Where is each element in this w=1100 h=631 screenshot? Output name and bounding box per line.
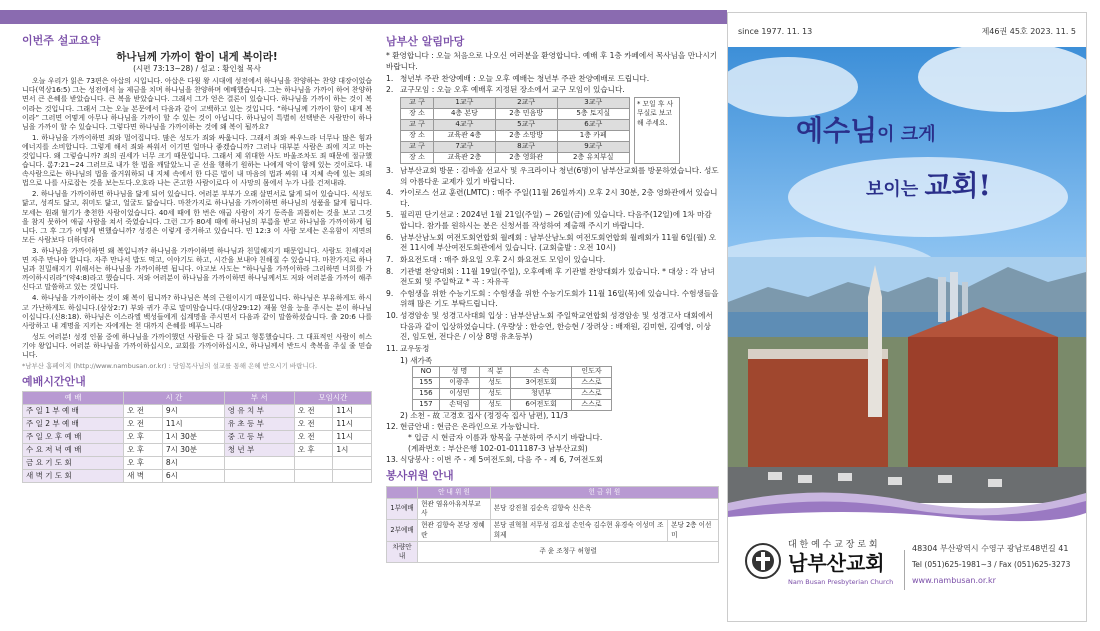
- list-item: 13. 식당봉사 : 이번 주 - 제 5여전도회, 다음 주 - 제 6, 7여전도회: [386, 454, 604, 464]
- list-item: 2. 교구모임 : 오늘 오후 예배후 지정된 장소에서 교구 모임이 있습니다.: [386, 85, 625, 95]
- sermon-paragraph: 3. 하나님을 가까이하면 왜 복입니까? 하나님을 가까이하면 하나님과 친밀해지기 때문입니다. 사람도 친해지려면 자주 만나야 합니다. 자주 만나서 밥도 먹고, 이야기도 하고, 시간을 보내야 친해질 수 있습니다. 마찬가지로 하나님과 친밀해지기 위해서는 하나님을 가까이하면 됩니다. 야고보 사도는 “하나님을 가까이하라 그리하면 너희를 가까이하시리라”(약4:8)라고 했습니다. 저와 여러분이 하나님을 가까이하면 하나님께서도 저와 여러분을 가까이 해주신다고 말씀하고 있는 것입니다.: [22, 246, 372, 292]
- new-family-table: [412, 366, 612, 411]
- website-link[interactable]: www.nambusan.or.kr: [912, 576, 996, 585]
- cell: 8교구: [495, 141, 557, 152]
- cell: 주 일 1 부 예 배: [23, 405, 124, 418]
- hero-text: 예수님: [796, 114, 878, 147]
- cell: 오 후: [124, 457, 163, 470]
- gyogu-block: [400, 97, 719, 164]
- cell: 장 소: [401, 152, 434, 163]
- cell: 주 일 2 부 예 배: [23, 418, 124, 431]
- sermon-title: 하나님께 가까이 함이 내게 복이라!: [116, 50, 278, 63]
- cell: 6교구: [557, 119, 630, 130]
- cell: 직 분: [479, 367, 510, 378]
- denomination-text: 대 한 예 수 교 장 로 회: [788, 540, 878, 550]
- list-item: 5. 필리핀 단기선교 : 2024년 1월 21일(주일) ~ 26일(금)에 있습니다. 다음주(12일)에 1차 마감합니다. 참가를 원하시는 분은 신청서를 작성하여 제출해 주시기 바랍니다.: [386, 210, 719, 231]
- cell: 차량안내: [387, 541, 418, 562]
- cell: 유 초 등 부: [224, 418, 294, 431]
- cell: 현관 김향숙 본당 정혜란: [418, 520, 491, 541]
- cell: 3여전도회: [511, 378, 572, 389]
- hero-text: 교회!: [924, 168, 991, 202]
- church-info: [744, 538, 1074, 608]
- item-text: 현금안내 : 현금은 온라인으로 가능합니다.: [400, 421, 540, 431]
- cell: 교육관 2층: [434, 152, 496, 163]
- divider: [904, 550, 905, 590]
- hero-text: 보이는: [866, 178, 925, 200]
- gyogu-note: * 모일 후 사무실로 보고해 주세요.: [634, 97, 680, 164]
- item-text: 기관별 찬양대회 : 11월 19일(주일), 오후예배 후 기관별 찬양대회가 있습니다. * 대상 : 각 남녀 전도회 및 주일학교 * 곡 : 자유곡: [400, 266, 715, 287]
- item-text: 청년부 주관 찬양예배 : 오늘 오후 예배는 청년부 주관 찬양예배로 드립니다.: [400, 73, 650, 83]
- cell: 11시: [333, 405, 372, 418]
- cell: 오 후: [124, 444, 163, 457]
- col-header: 부 서: [224, 392, 294, 405]
- item-text: 식당봉사 : 이번 주 - 제 5여전도회, 다음 주 - 제 6, 7여전도회: [400, 454, 604, 464]
- cell: 8시: [162, 457, 224, 470]
- cell: 교육관 4층: [434, 130, 496, 141]
- item-text: 교구모임 : 오늘 오후 예배후 지정된 장소에서 교구 모임이 있습니다.: [400, 85, 625, 95]
- col-header: 모임시간: [294, 392, 371, 405]
- list-item: 4. 카이로스 선교 훈련(LMTC) : 매주 주일(11월 26일까지) 오후 2시 30분, 2층 영화관에서 있습니다.: [386, 188, 718, 208]
- account-number: (계좌번호 : 부산은행 102-01-011187-3 남부산교회): [408, 444, 588, 454]
- cell: 2층 소망방: [495, 130, 557, 141]
- sermon-paragraph: 오늘 우리가 읽은 73편은 아삽의 시입니다. 아삽은 다윗 왕 시대에 성전에서 하나님을 찬양하는 찬양 대장이었습니다(역상16:5) 그는 성전에서 늘 제금을 치며 하나님을 찬양하며 예배했습니다. 그는 하나님을 가까이 하여 찬양하면서 큰 은혜를 받았습니다. 큰 복을 받았습니다. 그래서 그가 얻은 결론이 있습니다. 하나님을 가까이 하는 것이 복이라는 것입니다. 그래서 그는 오늘 본문에서 다음과 같이 고백하고 있는 것입니다. “하나님께 가까이 함이 내게 복이라” 그러면 어떻게 아무나 하나님을 가까이 할 수 있는 것이 아닙니다. 하나님이 특별히 선택받은 사람만이 하나님을 가까이 할 수 있습니다. 그렇다면 하나님을 가까이하는 것에 왜 복이 될까요?: [22, 77, 372, 131]
- since-text: since 1977. 11. 13: [738, 27, 813, 36]
- cell: 1부예배: [387, 498, 418, 519]
- cell: 오 전: [294, 418, 333, 431]
- cell: 교 구: [401, 97, 434, 108]
- sermon-paragraph: 1. 하나님을 가까이하면 죄와 멀어집니다. 많은 성도가 죄와 싸웁니다. 그래서 죄와 싸우느라 너무나 많은 힘과 에너지를 소비합니다. 그렇게 해서 죄와 싸워서 이기면 얼마나 좋겠습니까? 그러나 대부분 사람은 죄에 지고 마는 것입니다. 왜 그렇습니까? 죄의 권세가 너무 크기 때문입니다. 그래서 제 위대한 사도 바울조차도 죄 때문에 절규했습니다. 롬7:21~24 그러므로 내가 한 법을 깨달았노니 곧 선을 행하기 원하는 나에게 악이 함께 있는 것이로다. 내 속사람으로는 하나님의 법을 즐거워하되 내 지체 속에서 한 다른 법이 내 마음의 법과 싸워 내 지체 속에 있는 죄의 법으로 나를 사로잡는 것을 보는도다.오호라 나는 곤고한 사람이로다 이 사망의 몸에서 누가 나를 건져내랴.: [22, 133, 372, 188]
- cell: 1교구: [434, 97, 496, 108]
- item-text: 카이로스 선교 훈련(LMTC) : 매주 주일(11월 26일까지) 오후 2시 30분, 2층 영화관에서 있습니다.: [400, 188, 718, 208]
- col-header: 안 내 위 원: [418, 486, 491, 498]
- item-text: 화요전도대 : 매주 화요일 오후 2시 화요전도 모임이 있습니다.: [400, 254, 606, 264]
- cell: 오 후: [294, 444, 333, 457]
- volume-text: 제46권 45호 2023. 11. 5: [981, 27, 1076, 36]
- cell: 9시: [162, 405, 224, 418]
- cell: 스스로: [572, 378, 612, 389]
- homepage-note: *남부산 홈페이지 (http://www.nambusan.or.kr) : 당임목사님의 설교를 통해 은혜 받으시기 바랍니다.: [22, 362, 318, 371]
- cell: 장 소: [401, 108, 434, 119]
- cell: 6여전도회: [511, 400, 572, 411]
- cell: 성도: [479, 400, 510, 411]
- list-item: 6. 남부산남노회 여전도회연합회 월례회 : 남부산남노회 여전도회연합회 월례회가 11월 6일(월) 오전 11시에 부산여전도회관에서 있습니다. (교회출발 : 오전 10시): [386, 233, 719, 254]
- cell: 장 소: [401, 130, 434, 141]
- cell: 소 속: [511, 367, 572, 378]
- cell: 오 전: [124, 418, 163, 431]
- cell: 2층 유치부실: [557, 152, 630, 163]
- cell: 11시: [333, 431, 372, 444]
- sermon-paragraph: 4. 하나님을 가까이하는 것이 왜 복이 됩니까? 하나님은 복의 근원이시기 때문입니다. 하나님은 부유하게도 하시고 가난하게도 하십니다.(삼상2:7) 부와 귀가 주로 말미암습니다.(대상29:12) 재물 얻을 능을 주시는 분이 하나님이십니다.(신8:18). 하나님은 이스라엘 백성들에게 십계명을 주시면서 다음과 같이 말씀하셨습니다. 출 20:6 나를 사랑하고 내 계명을 지키는 자에게는 천 대까지 은혜를 베푸느니라: [22, 294, 372, 330]
- sermon-section-title: 이번주 설교요약: [22, 34, 101, 47]
- offering-note: * 입금 시 현금자 이름과 항목을 구분하여 주시기 바랍니다.: [408, 433, 603, 443]
- cell: 수 요 저 녁 예 배: [23, 444, 124, 457]
- sermon-paragraph: 2. 하나님을 가까이하면 하나님을 닮게 되어 있습니다. 여러분 부부가 오래 살면서로 닮게 되어 있습니다. 식성도 닮고, 성격도 닮고, 취미도 닮고, 얼굴도 닮습니다. 마찬가지로 하나님을 가까이하면 하나님의 성품을 닮게 됩니다. 모세는 원래 혈기가 충천한 사람이었습니다. 40세 때에 한 번은 애굽 사람이 자기 동족을 괴롭히는 것을 보고 그것을 참지 못하여 애굽 사람을 쳐서 죽였습니다. 그런 그가 80세 때에 하나님의 부름을 받고 하나님을 가까이하게 됩니다. 그 후 그가 어떻게 변했습니까? 성경은 이렇게 증거하고 있습니다. 민 12:3 이 사람 모세는 온유함이 지면의 모든 사람보다 더하더라: [22, 190, 372, 244]
- table-row: [23, 470, 372, 483]
- cell: 2층 영화관: [495, 152, 557, 163]
- table-row: [23, 444, 372, 457]
- list-item: 3. 남부산교회 방문 : 김바울 선교사 및 우크라이나 청년(6명)이 남부산교회를 방문하였습니다. 성도의 아름다운 교제가 있기 바랍니다.: [386, 165, 719, 186]
- list-item: 11. 교우동정: [386, 343, 430, 353]
- col-header: 시 간: [124, 392, 225, 405]
- col-header: 예 배: [23, 392, 124, 405]
- cell: 성 명: [439, 367, 479, 378]
- phone-text: Tel (051)625-1981~3 / Fax (051)625-3273: [912, 560, 1071, 569]
- cell: 6시: [162, 470, 224, 483]
- cell: 오 전: [294, 431, 333, 444]
- cell: 11시: [162, 418, 224, 431]
- hero-slogan: [796, 113, 991, 205]
- purple-wave: [728, 483, 1086, 523]
- cell: 2부예배: [387, 520, 418, 541]
- cell: 중 고 등 부: [224, 431, 294, 444]
- cell: 성도: [479, 378, 510, 389]
- cell: 성도: [479, 389, 510, 400]
- cell: 스스로: [572, 400, 612, 411]
- cell: 인도자: [572, 367, 612, 378]
- col-header: 헌 금 위 원: [490, 486, 718, 498]
- cell: 청 년 부: [224, 444, 294, 457]
- list-item: 9. 수험생을 위한 수능기도회 : 수험생을 위한 수능기도회가 11월 16일(목)에 있습니다. 수험생들을 위해 많은 기도 부탁드립니다.: [386, 288, 719, 309]
- church-name: 남부산교회: [788, 551, 885, 575]
- cell: 3교구: [557, 97, 630, 108]
- cell: 4교구: [434, 119, 496, 130]
- item-text: 성경암송 및 성경고사대회 입상 : 남부산남노회 주일학교연합회 성경암송 및 성경고사 대회에서 다음과 같이 입상하였습니다. (우량상 : 한승연, 한승현 / 장려상 : 배재원, 김미현, 김예영, 이상진, 임도현, 전다은 / 이상 8명 유초등부): [400, 311, 713, 342]
- cell: 156: [413, 389, 440, 400]
- church-photo: [728, 257, 1086, 503]
- cell: NO: [413, 367, 440, 378]
- cell: 155: [413, 378, 440, 389]
- cell: 7교구: [434, 141, 496, 152]
- cell: 영 유 치 부: [224, 405, 294, 418]
- cell: 오 전: [124, 405, 163, 418]
- cell: 현관 염유아유치부교사: [418, 498, 491, 519]
- list-item: 12. 현금안내 : 현금은 온라인으로 가능합니다.: [386, 421, 540, 431]
- hero-text: 이 크게: [877, 124, 936, 145]
- volunteer-section-title: 봉사위원 안내: [386, 469, 454, 483]
- table-row: [23, 418, 372, 431]
- condolence-text: 2) 소천 - 故 고경호 집사 (정정숙 집사 남편), 11/3: [400, 411, 568, 421]
- cell: 손덕임: [439, 400, 479, 411]
- sermon-column: [22, 34, 372, 483]
- cell: 주 윤 조청구 허형렬: [418, 541, 719, 562]
- volunteer-table: [386, 486, 719, 564]
- welcome-item: [386, 51, 719, 72]
- item-text: 수험생을 위한 수능기도회 : 수험생을 위한 수능기도회가 11월 16일(목)에 있습니다. 수험생들을 위해 많은 기도 부탁드립니다.: [400, 288, 719, 309]
- announcements-section-title: 남부산 알림마당: [386, 35, 465, 48]
- cell: 2층 민음방: [495, 108, 557, 119]
- cover-header: [738, 27, 1076, 38]
- worship-table: [22, 391, 372, 483]
- list-item: 10. 성경암송 및 성경고사대회 입상 : 남부산남노회 주일학교연합회 성경암송 및 성경고사 대회에서 다음과 같이 입상하였습니다. (우량상 : 한승연, 한승현 / 장려상 : 배재원, 김미현, 김예영, 이상진, 임도현, 전다은 / 이상 8명 유초등부): [386, 311, 719, 343]
- cell: 교 구: [401, 141, 434, 152]
- purple-ribbon: [0, 10, 727, 24]
- cell: 1시 30분: [162, 431, 224, 444]
- cell: 본당 권혁철 서무성 김요섭 손인숙 김수현 유경숙 이성미 조희제: [490, 520, 667, 541]
- cell: 2교구: [495, 97, 557, 108]
- cell: 1시: [333, 444, 372, 457]
- church-english-name: Nam Busan Presbyterian Church: [788, 578, 894, 586]
- cell: 157: [413, 400, 440, 411]
- welcome-text: * 환영합니다 : 오늘 처음으로 나오신 여러분을 환영합니다. 예배 후 1층 카페에서 목사님을 만나시기 바랍니다.: [386, 51, 718, 72]
- sermon-paragraph: 성도 여러분! 성경 인물 중에 하나님을 가까이했던 사람들은 다 잘 되고 형통했습니다. 그 대표적인 사람이 히스기야 왕입니다. 여러분 하나님을 가까이하십시오, 교회를 가까이하십시오, 하나님께서 반드시 축복을 주실 줄 믿습니다.: [22, 332, 372, 359]
- address-text: 48304 부산광역시 수영구 광남로48번길 41: [912, 544, 1069, 553]
- sermon-subtitle: (시편 73:13~28) / 설교 : 황인철 목사: [133, 64, 261, 74]
- cell: 4층 본당: [434, 108, 496, 119]
- cell: 새 벽: [124, 470, 163, 483]
- item-text: 필리핀 단기선교 : 2024년 1월 21일(주일) ~ 26일(금)에 있습니다. 다음주(12일)에 1차 마감합니다. 참가를 원하시는 분은 신청서를 작성하여 제출해 주시기 바랍니다.: [400, 210, 712, 231]
- cell: 5층 토지실: [557, 108, 630, 119]
- item-text: 교우동정: [400, 343, 430, 353]
- list-item: 8. 기관별 찬양대회 : 11월 19일(주일), 오후예배 후 기관별 찬양대회가 있습니다. * 대상 : 각 남녀 전도회 및 주일학교 * 곡 : 자유곡: [386, 267, 719, 288]
- table-row: [23, 457, 372, 470]
- cell: 7시 30분: [162, 444, 224, 457]
- cell: 이광주: [439, 378, 479, 389]
- worship-section-title: 예배시간안내: [22, 374, 86, 388]
- cell: 이성민: [439, 389, 479, 400]
- table-row: [23, 431, 372, 444]
- cell: 스스로: [572, 389, 612, 400]
- cell: 본당 강진철 김순옥 김향숙 신은옥: [490, 498, 718, 519]
- cover-panel: [727, 12, 1087, 622]
- cell: 5교구: [495, 119, 557, 130]
- announcements-column: [386, 34, 719, 563]
- new-family-label: 1) 새가족: [400, 355, 433, 365]
- list-item: 1. 청년부 주관 찬양예배 : 오늘 오후 예배는 청년부 주관 찬양예배로 드립니다.: [386, 73, 650, 83]
- cell: 11시: [333, 418, 372, 431]
- cell: 1층 카페: [557, 130, 630, 141]
- cell: 9교구: [557, 141, 630, 152]
- cell: 오 전: [294, 405, 333, 418]
- cell: 금 요 기 도 회: [23, 457, 124, 470]
- cell: 오 후: [124, 431, 163, 444]
- list-item: 7. 화요전도대 : 매주 화요일 오후 2시 화요전도 모임이 있습니다.: [386, 254, 606, 264]
- cell: 본당 2층 이선미: [668, 520, 719, 541]
- gyogu-table: [400, 97, 630, 164]
- cell: 청년부: [511, 389, 572, 400]
- cell: 새 벽 기 도 회: [23, 470, 124, 483]
- cell: 주 일 오 후 예 배: [23, 431, 124, 444]
- church-emblem-icon: [744, 542, 782, 580]
- item-text: 남부산교회 방문 : 김바울 선교사 및 우크라이나 청년(6명)이 남부산교회를 방문하였습니다. 성도의 아름다운 교제가 있기 바랍니다.: [400, 165, 719, 186]
- cell: 교 구: [401, 119, 434, 130]
- item-text: 남부산남노회 여전도회연합회 월례회 : 남부산남노회 여전도회연합회 월례회가 11월 6일(월) 오전 11시에 부산여전도회관에서 있습니다. (교회출발 : 오전 10시): [400, 232, 717, 253]
- table-row: [23, 405, 372, 418]
